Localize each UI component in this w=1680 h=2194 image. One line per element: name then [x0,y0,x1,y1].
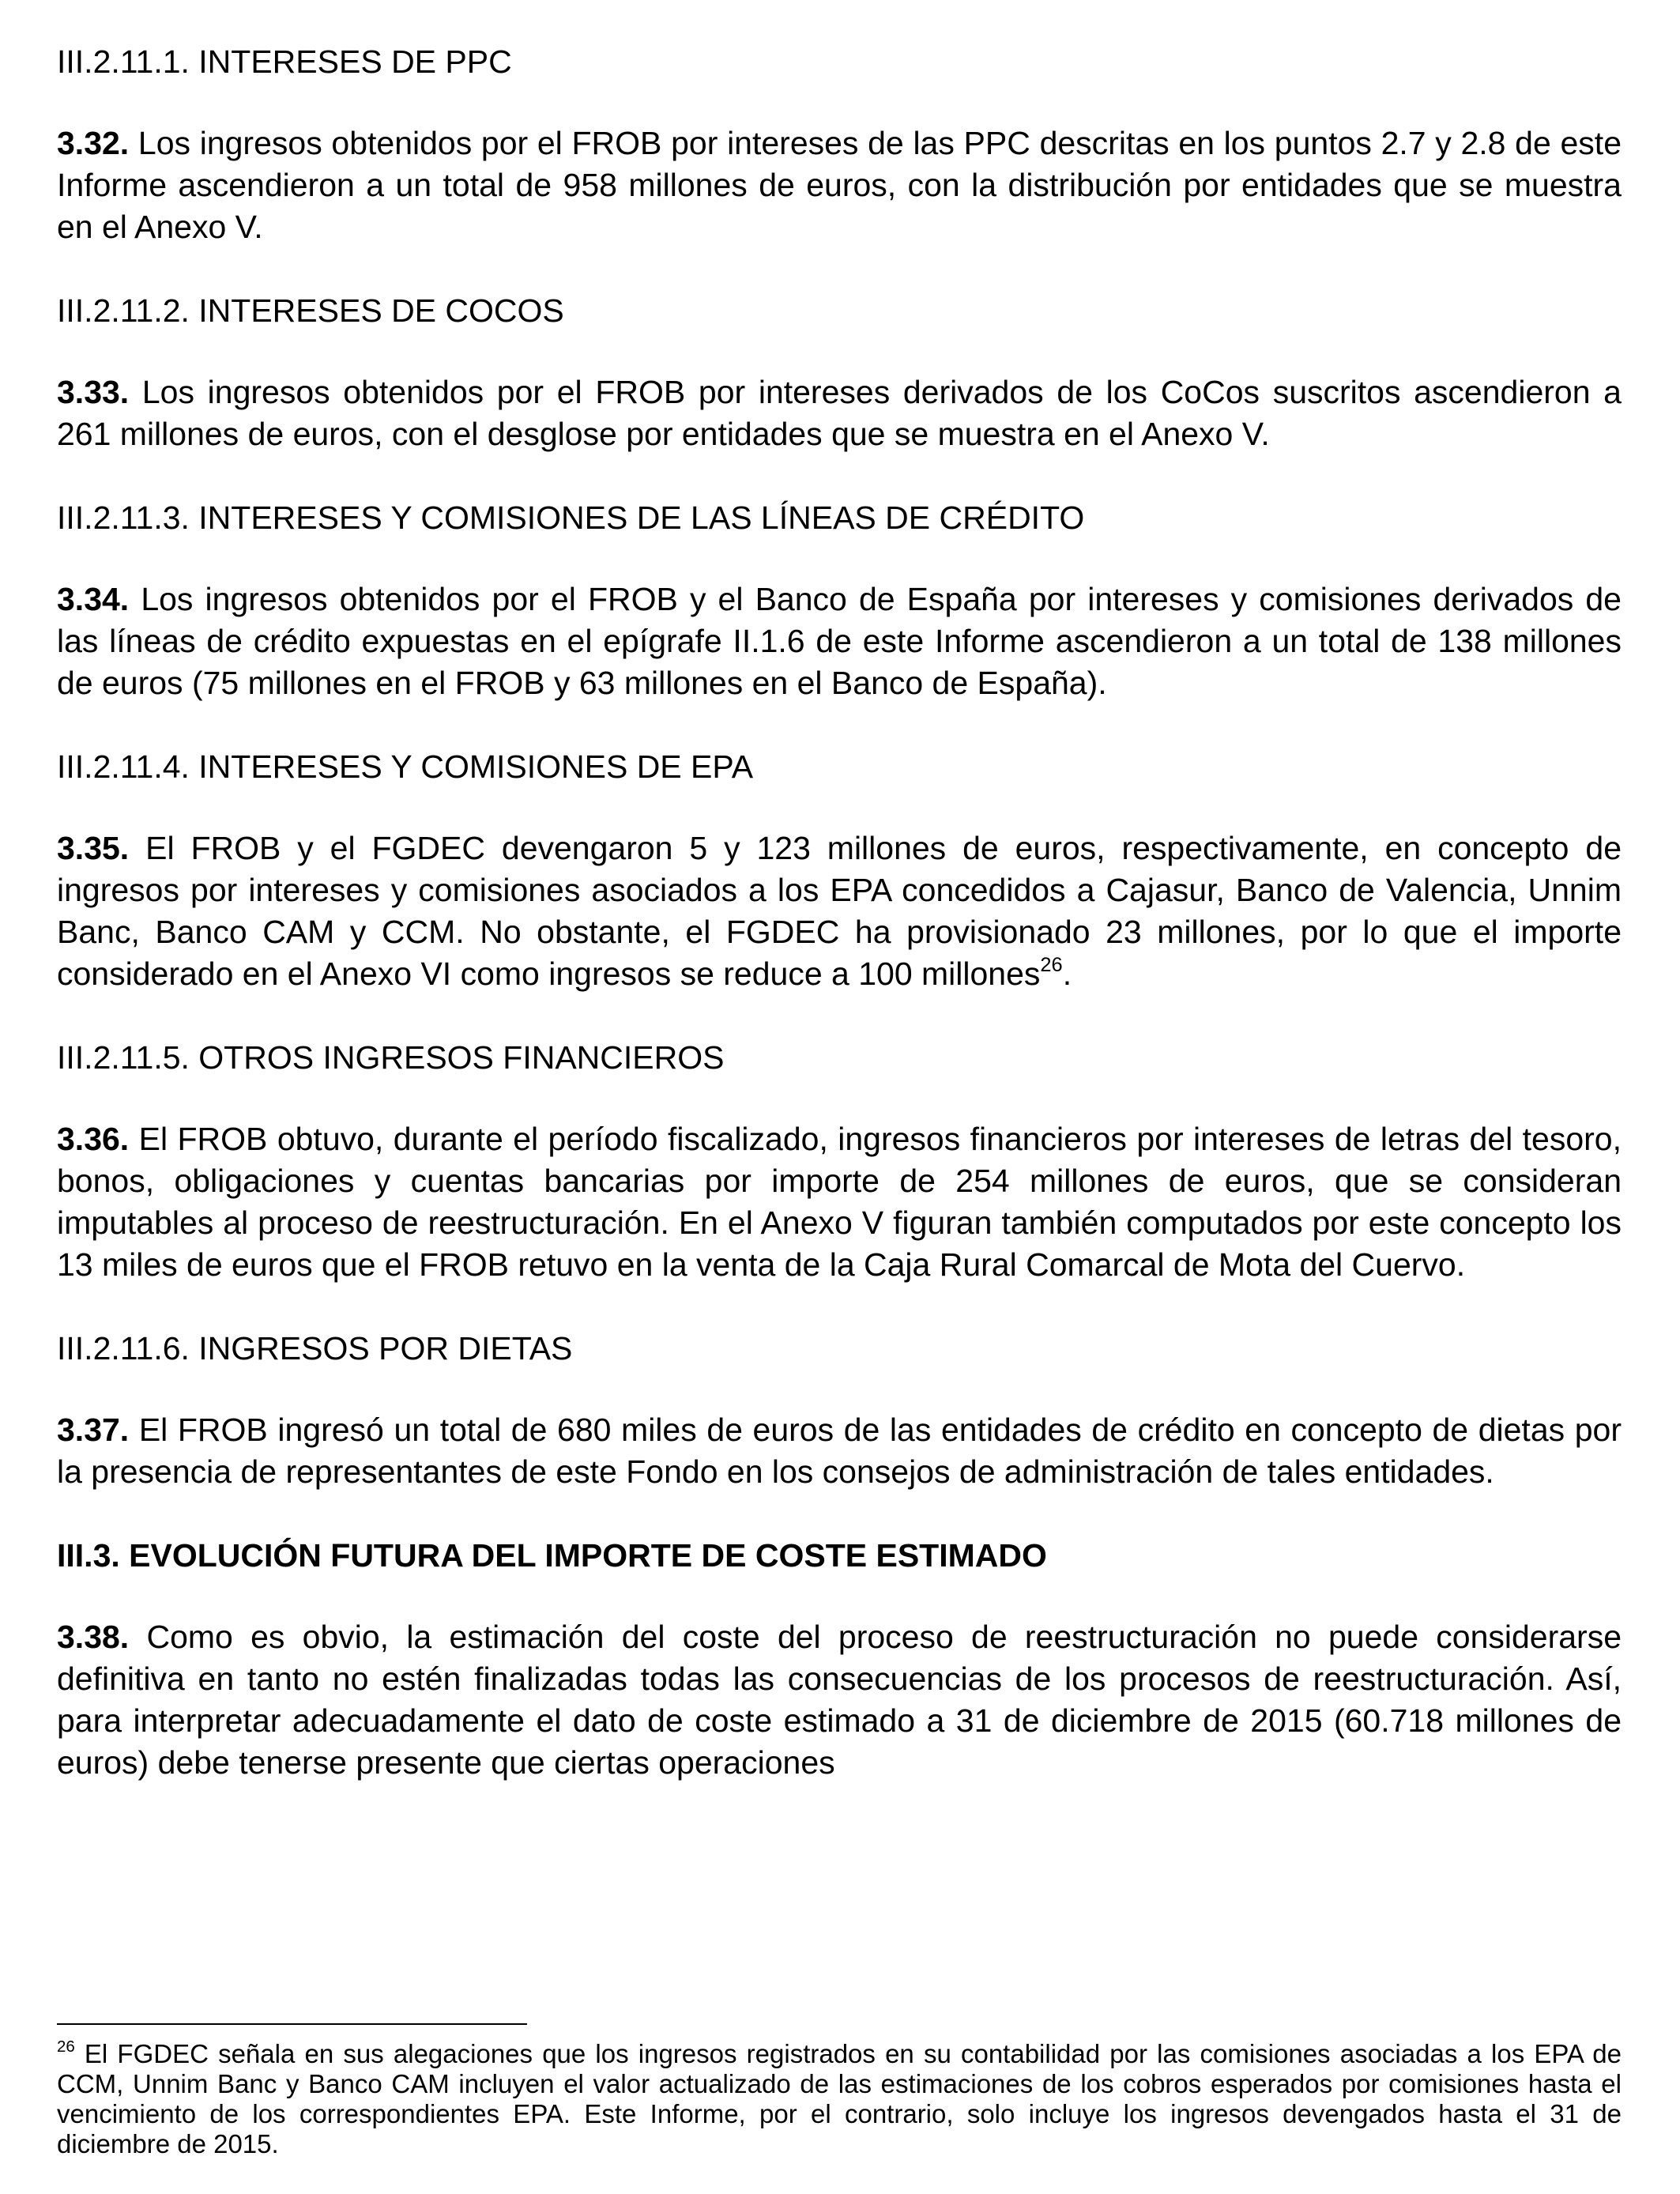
section-heading: III.2.11.4. INTERESES Y COMISIONES DE EPA [57,748,754,785]
section-heading: III.2.11.1. INTERESES DE PPC [57,43,512,80]
paragraph [57,1409,1622,1493]
footnote-reference[interactable]: 26 [1040,954,1063,977]
paragraph-number: 3.34. [57,581,130,617]
chapter-heading: III.3. EVOLUCIÓN FUTURA DEL IMPORTE DE COSTE ESTIMADO [57,1537,1047,1574]
footnote-separator [57,2023,527,2025]
paragraph-text-tail: . [1062,956,1072,992]
paragraph-number: 3.37. [57,1412,130,1448]
footnote-text: El FGDEC señala en sus alegaciones que los ingresos registrados en su contabilidad por las comisiones asociadas a los EPA de CCM, Unnim Banc y Banco CAM incluyen el valor actualizado de las estimaciones de los cobros esperados por comisiones hasta el vencimiento de los correspondientes EPA. Este Informe, por el contrario, solo incluye los ingresos devengados hasta el 31 de diciembre de 2015. [57,2039,1622,2158]
paragraph [57,371,1622,455]
paragraph [57,1118,1622,1286]
section-heading: III.2.11.6. INGRESOS POR DIETAS [57,1330,573,1367]
paragraph-text: Los ingresos obtenidos por el FROB y el Banco de España por intereses y comisiones derivados de las líneas de crédito expuestas en el epígrafe II.1.6 de este Informe ascendieron a un total de 138 millones de euros (75 millones en el FROB y 63 millones en el Banco de España). [57,581,1622,701]
paragraph-number: 3.35. [57,830,130,866]
paragraph-number: 3.36. [57,1121,130,1157]
paragraph-number: 3.32. [57,125,130,161]
paragraph-text: El FROB y el FGDEC devengaron 5 y 123 millones de euros, respectivamente, en concepto de ingresos por intereses y comisiones asociados a los EPA concedidos a Cajasur, Banco de Valencia, Unnim Banc, Banco CAM y CCM. No obstante, el FGDEC ha provisionado 23 millones, por lo que el importe considerado en el Anexo VI como ingresos se reduce a 100 millones [57,830,1622,992]
paragraph [57,827,1622,995]
paragraph [57,1616,1622,1784]
paragraph-text: El FROB ingresó un total de 680 miles de euros de las entidades de crédito en concepto de dietas por la presencia de representantes de este Fondo en los consejos de administración de tales entidades. [57,1412,1622,1490]
paragraph [57,123,1622,248]
paragraph-text: Los ingresos obtenidos por el FROB por intereses de las PPC descritas en los puntos 2.7 y 2.8 de este Informe ascendieron a un total de 958 millones de euros, con la distribución por entidades que se muestra en el Anexo V. [57,125,1622,245]
paragraph-number: 3.33. [57,374,130,410]
section-heading: III.2.11.2. INTERESES DE COCOS [57,292,564,329]
paragraph-number: 3.38. [57,1619,130,1655]
section-heading: III.2.11.5. OTROS INGRESOS FINANCIEROS [57,1039,725,1076]
footnote-area [57,2023,1622,2159]
paragraph [57,579,1622,704]
paragraph-text: Como es obvio, la estimación del coste del proceso de reestructuración no puede considerarse definitiva en tanto no estén finalizadas todas las consecuencias de los procesos de reestructuración. Así, para interpretar adecuadamente el dato de coste estimado a 31 de diciembre de 2015 (60.718 millones de euros) debe tenerse presente que ciertas operaciones [57,1619,1622,1781]
section-heading: III.2.11.3. INTERESES Y COMISIONES DE LAS LÍNEAS DE CRÉDITO [57,499,1085,536]
footnote [57,2039,1622,2159]
document-page [57,41,1622,1784]
footnote-number: 26 [57,2038,75,2056]
paragraph-text: El FROB obtuvo, durante el período fiscalizado, ingresos financieros por intereses de letras del tesoro, bonos, obligaciones y cuentas bancarias por importe de 254 millones de euros, que se consideran imputables al proceso de reestructuración. En el Anexo V figuran también computados por este concepto los 13 miles de euros que el FROB retuvo en la venta de la Caja Rural Comarcal de Mota del Cuervo. [57,1121,1622,1283]
paragraph-text: Los ingresos obtenidos por el FROB por intereses derivados de los CoCos suscritos ascendieron a 261 millones de euros, con el desglose por entidades que se muestra en el Anexo V. [57,374,1622,452]
